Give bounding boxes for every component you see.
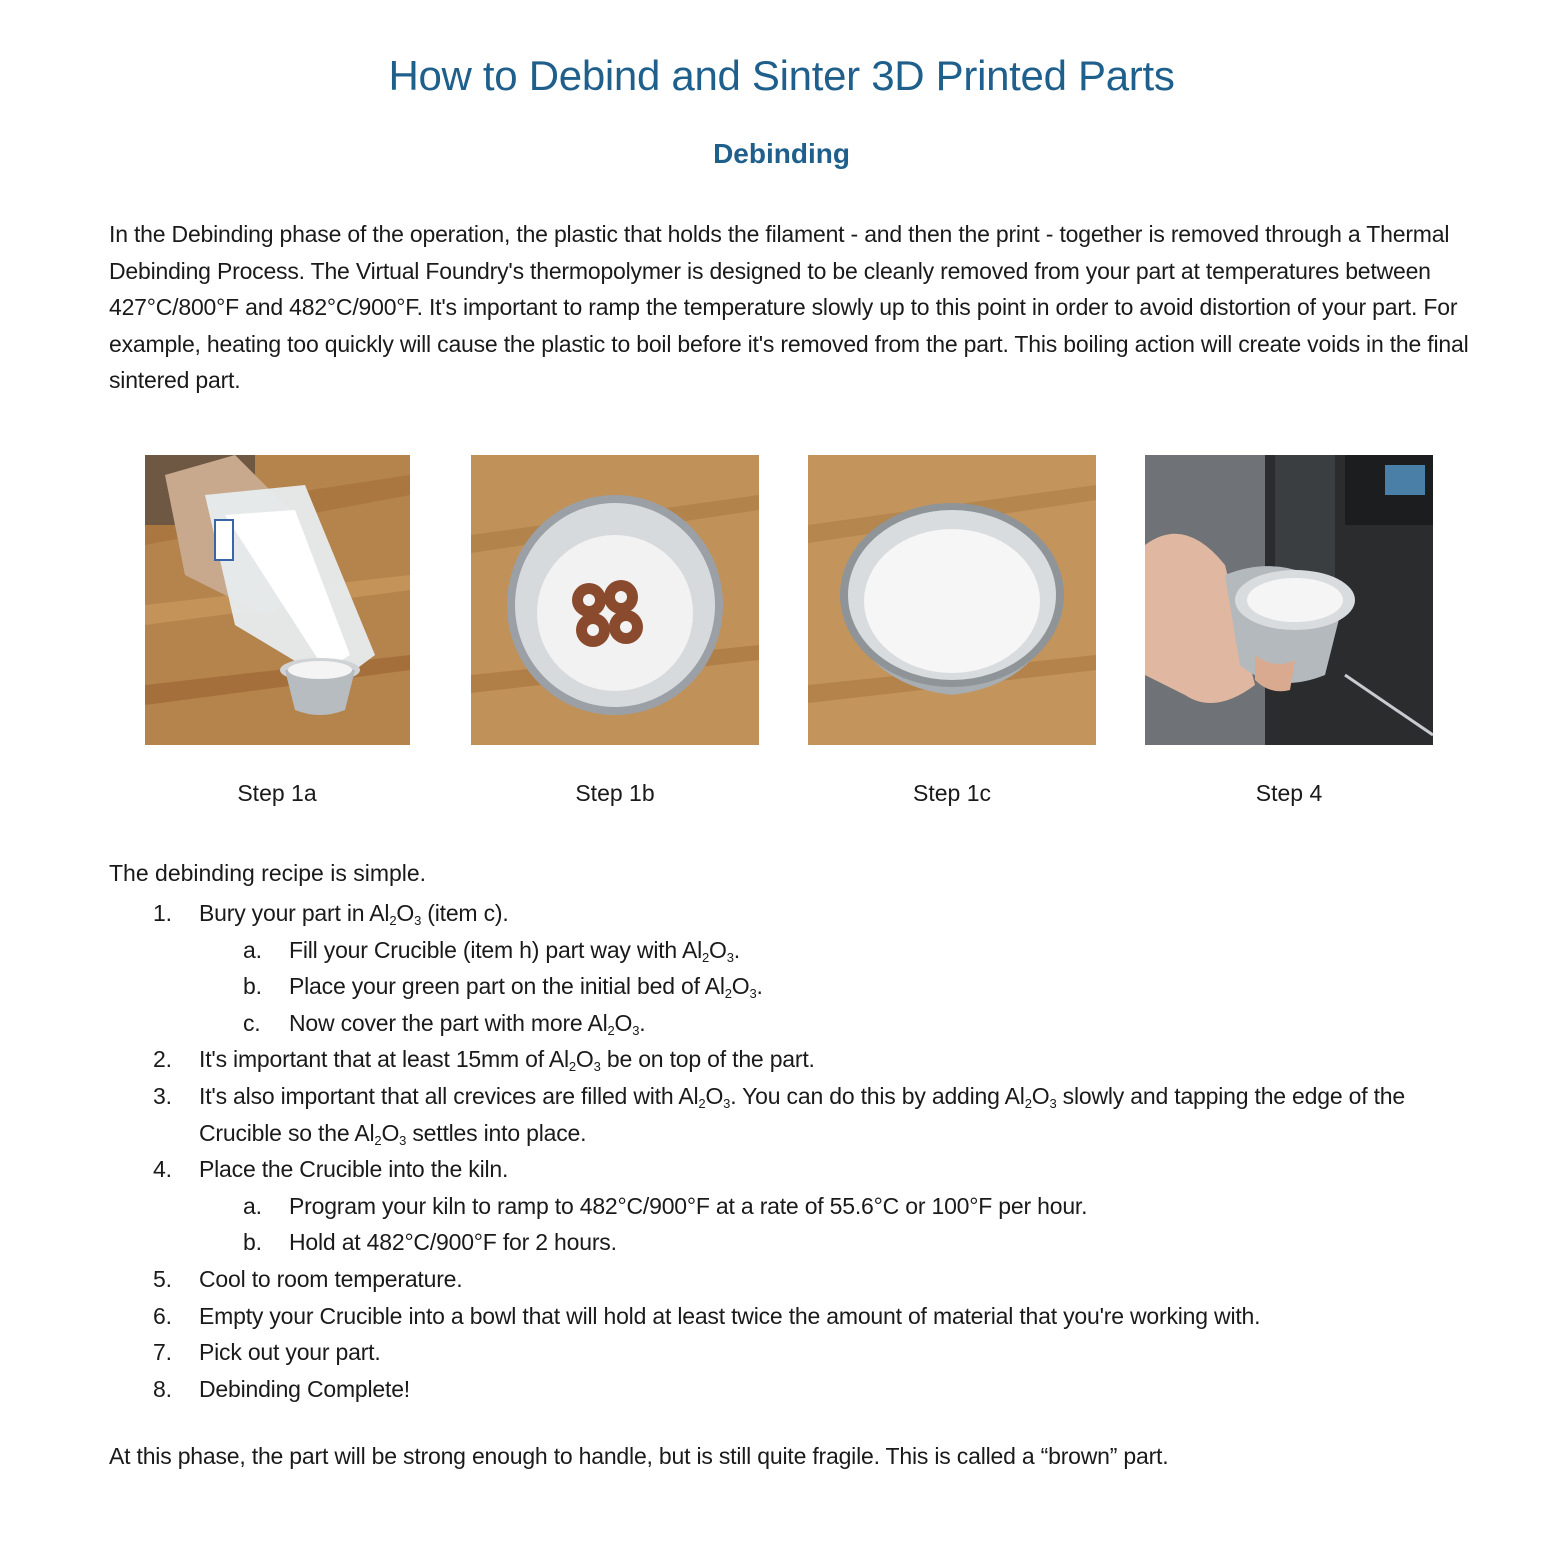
list-item: 6. Empty your Crucible into a bowl that will hold at least twice the amount of material that you're working with. bbox=[153, 1302, 1261, 1329]
photo-parts-in-crucible-icon bbox=[471, 455, 759, 745]
page-title: How to Debind and Sinter 3D Printed Parts bbox=[388, 52, 1175, 99]
caption-step-1a: Step 1a bbox=[237, 780, 317, 806]
formula-al2o3: $Al_2O_3$ bbox=[704, 973, 757, 1002]
list-item: a. Program your kiln to ramp to 482°C/900°F at a rate of 55.6°C or 100°F per hour. bbox=[243, 1192, 1088, 1219]
list-item: 3. It's also important that all crevices are filled with $Al_2O_3$. You can do this by adding $Al_2O_3$ slowly and tapping the edge of the Crucible so the $Al_2O_3$ settles into place. bbox=[153, 1082, 1405, 1148]
list-item: 1. Bury your part in $Al_2O_3$ (item c). a. Fill your Crucible (item h) part way with $Al_2O_3$. b. Place your green part on the initial bed of $Al_2O_3$. c. Now cover the part with more $Al_2O_3$. bbox=[109, 895, 1469, 1041]
intro-paragraph: In the Debinding phase of the operation, the plastic that holds the filament - and then the print - together is removed through a Thermal Debinding Process. The Virtual Foundry's thermopolymer is designed to be cleanly removed from your part at temperatures between 427°C/800°F and 482°C/900°F. It's important to ramp the temperature slowly up to this point in order to avoid distortion of your part. For example, heating too quickly will cause the plastic to boil before it's removed from the part. This boiling action will create voids in the final sintered part. bbox=[109, 221, 1469, 394]
formula-al2o3: $Al_2O_3$ bbox=[369, 900, 422, 928]
photo-pouring-powder-icon bbox=[145, 455, 410, 745]
list-item: 4. Place the Crucible into the kiln. a. Program your kiln to ramp to 482°C/900°F at a rate of 55.6°C or 100°F per hour. b. Hold at 482°C/900°F for 2 hours. bbox=[109, 1151, 1469, 1261]
caption-step-1b: Step 1b bbox=[575, 780, 655, 806]
photo-step-4 bbox=[1145, 455, 1433, 745]
formula-al2o3: $Al_2O_3$ bbox=[678, 1082, 731, 1111]
list-item: b. Place your green part on the initial bed of $Al_2O_3$. bbox=[243, 973, 763, 1002]
debinding-steps bbox=[109, 895, 1469, 1407]
recipe-intro: The debinding recipe is simple. bbox=[109, 860, 427, 886]
caption-step-1c: Step 1c bbox=[913, 780, 991, 806]
section-heading: Debinding bbox=[713, 138, 850, 169]
photo-crucible-filled-icon bbox=[808, 455, 1096, 745]
formula-al2o3: $Al_2O_3$ bbox=[548, 1046, 601, 1075]
list-item: 5. Cool to room temperature. bbox=[153, 1265, 463, 1292]
closing-paragraph: At this phase, the part will be strong enough to handle, but is still quite fragile. This is called a “brown” part. bbox=[109, 1443, 1169, 1469]
list-item: 2. It's important that at least 15mm of $Al_2O_3$ be on top of the part. bbox=[153, 1046, 815, 1075]
list-item: 8. Debinding Complete! bbox=[153, 1375, 410, 1402]
caption-step-4: Step 4 bbox=[1255, 780, 1323, 806]
list-item: 7. Pick out your part. bbox=[153, 1339, 381, 1366]
list-item: c. Now cover the part with more $Al_2O_3$. bbox=[243, 1009, 646, 1038]
list-item: a. Fill your Crucible (item h) part way with $Al_2O_3$. bbox=[243, 936, 740, 965]
photo-step-1a bbox=[145, 455, 410, 745]
formula-al2o3: $Al_2O_3$ bbox=[354, 1119, 407, 1148]
formula-al2o3: $Al_2O_3$ bbox=[587, 1009, 640, 1038]
formula-al2o3: $Al_2O_3$ bbox=[681, 936, 734, 965]
photo-step-1b bbox=[471, 455, 759, 745]
list-item: b. Hold at 482°C/900°F for 2 hours. bbox=[243, 1229, 617, 1256]
photo-crucible-into-kiln-icon bbox=[1145, 455, 1433, 745]
formula-al2o3: $Al_2O_3$ bbox=[1004, 1082, 1057, 1111]
photo-step-1c bbox=[808, 455, 1096, 745]
